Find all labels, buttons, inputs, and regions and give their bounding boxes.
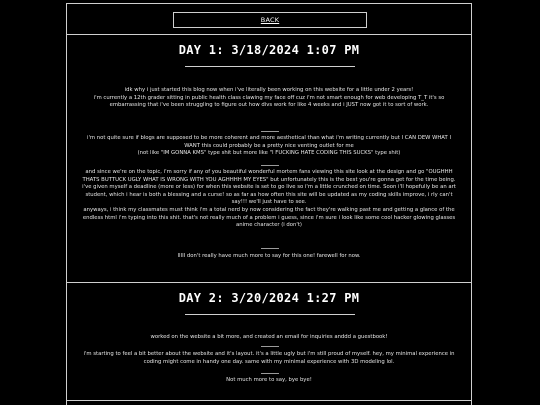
paragraph-separator xyxy=(261,346,279,347)
post-paragraph: IIIII don't really have much more to say for this one! farewell for now. xyxy=(177,253,361,259)
paragraph-separator xyxy=(261,373,279,374)
post-divider xyxy=(67,400,471,401)
blog-page-frame xyxy=(66,3,472,405)
post-paragraph: and since we're on the topic, i'm sorry if any of you beautiful wonderful mortem fans viewing this site look at the design and go "OUGHHH THATS BUTTUCK UGLY WHAT IS WRONG WITH YOU AGHHHH MY EYES" but unfortunately this is the best you're gonna get for the time being. i've given myself a deadline (more or less) for when this website is set to go live so i'm a little crunched on time. Soon i'll hopefully be an art student, which i hear is both a blessing and a curse! so as far as how often this site will be updated as my coding skills improve, i rly can't say!!! we'll just have to see. anyways, i think my classmates must think i'm a total nerd by now considering the fact they're walking past me and getting a glance of the endless html i'm typing into this shit. that's not really much of a problem i guess, since i'm sure i look like some cool hacker glowing glasses anime character (i don't) xyxy=(82,169,456,229)
post-paragraph: worked on the website a bit more, and created an email for inquiries anddd a guestbook! xyxy=(150,334,388,340)
header-divider xyxy=(67,34,471,35)
post-paragraph: Not much more to say, bye bye! xyxy=(226,377,312,383)
post-divider xyxy=(67,282,471,283)
post-paragraph: i'm starting to feel a bit better about the website and it's layout. it's a little ugly but i'm still proud of myself. hey, my minimal experience in coding might come in handy one day. same with my minimal experience with 3D modeling lol. xyxy=(83,351,455,365)
post-paragraph: i'm not quite sure if blogs are supposed to be more coherent and more aesthetical than what i'm writing currently but I CAN DEW WHAT I WANT this could probably be a pretty nice venting outlet for me (not like "IM GONNA KMS" type shit but more like "I FUCKING HATE CODING THIS SUCKS" type shit) xyxy=(86,135,452,157)
title-underline xyxy=(185,314,355,315)
back-link[interactable]: BACK xyxy=(260,16,280,24)
back-button-box[interactable] xyxy=(173,12,367,28)
paragraph-separator xyxy=(261,131,279,132)
paragraph-separator xyxy=(261,248,279,249)
title-underline xyxy=(185,66,355,67)
post-title: DAY 1: 3/18/2024 1:07 PM xyxy=(178,43,360,57)
post-paragraph: idk why i just started this blog now when i've literally been working on this website for a little under 2 years! i'm currently a 12th grader sitting in public health class clawing my face off cuz i'm not smart enough for web developing T_T it's so embarrassing that i've been struggling to figure out how divs work for like 4 weeks and i JUST now got it to sort of work. xyxy=(93,87,445,109)
post-title: DAY 2: 3/20/2024 1:27 PM xyxy=(178,291,360,305)
paragraph-separator xyxy=(261,165,279,166)
